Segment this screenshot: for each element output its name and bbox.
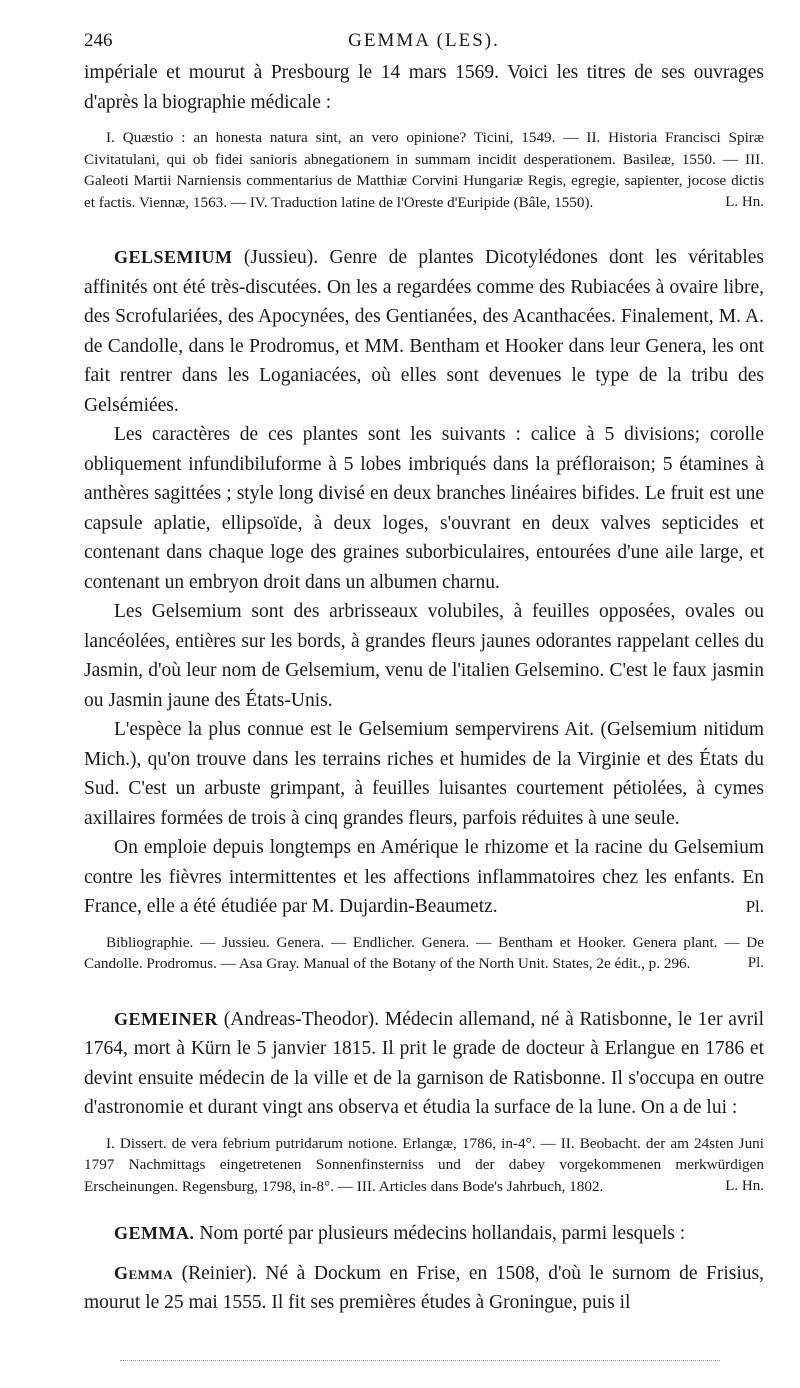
- document-page: [84, 30, 764, 1318]
- gelsemium-characters: Les caractères de ces plantes sont les suivants : calice à 5 divisions; corolle obliquement infundibiluforme à 5 lobes imbriqués dans la préfloraison; 5 étamines à anthères sagittées ; style long divisé en deux branches linéaires bifides. Le fruit est une capsule aplatie, ellipsoïde, à deux loges, s'ouvrant en deux valves septicides et contenant dans chaque loge des graines suborbiculaires, entourées d'une aile large, et contenant un embryon droit dans un albumen charnu.: [84, 424, 764, 593]
- running-title: GEMMA (LES).: [348, 30, 500, 51]
- gelsemium-description: Les Gelsemium sont des arbrisseaux volubiles, à feuilles opposées, ovales ou lancéolées, entières sur les bords, à grandes fleurs jaunes odorantes rappelant celles du Jasmin, d'où leur nom de Gelsemium, venu de l'italien Gelsemino. C'est le faux jasmin ou Jasmin jaune des États-Unis.: [84, 601, 764, 711]
- gemma-reinier-text: (Reinier). Né à Dockum en Frise, en 1508, d'où le surnom de Frisius, mourut le 25 mai 1555. Il fit ses premières études à Groningue, puis il: [84, 1262, 764, 1313]
- gelsemium-uses: [84, 833, 764, 922]
- intro-paragraph: impériale et mourut à Presbourg le 14 mars 1569. Voici les titres de ses ouvrages d'après la biographie médicale :: [84, 62, 764, 113]
- gemma-bibliography: [84, 127, 764, 213]
- headword-gemma: GEMMA.: [114, 1223, 195, 1243]
- gelsemium-bibliography: [84, 932, 764, 975]
- gemma-reinier-entry: [84, 1259, 764, 1318]
- gemma-text: Nom porté par plusieurs médecins hollandais, parmi lesquels :: [199, 1223, 686, 1244]
- headword-gelsemium: GELSEMIUM: [114, 247, 233, 267]
- page-number: 246: [84, 30, 113, 51]
- gemma-bibliography-text: I. Quæstio : an honesta natura sint, an vero opinione? Ticini, 1549. — II. Historia Francisci Spiræ Civitatulani, qui ob fidei sanioris abnegationem in summam incidit desperationem. Basileæ, 1550. — III. Galeoti Martii Narniensis commentarius de Matthiæ Corvini Hungariæ Regis, egregie, sapienter, jocose dictis et factis. Viennæ, 1563. — IV. Traduction latine de l'Oreste d'Euripide (Bâle, 1550).: [84, 129, 764, 211]
- signature-gelsemium-2: Pl.: [747, 955, 764, 971]
- gelsemium-text-1: (Jussieu). Genre de plantes Dicotylédones dont les véritables affinités ont été très-discutées. On les a regardées comme des Rubiacées à ovaire libre, des Scrofulariées, des Apocynées, des Gentianées, des Acanthacées. Finalement, M. A. de Candolle, dans le Prodromus, et MM. Bentham et Hooker dans leur Genera, les ont fait rentrer dans les Loganiacées, où elles sont devenues le type de la tribu des Gelsémiées.: [84, 247, 764, 416]
- running-header: [84, 30, 764, 58]
- gemma-entry: [84, 1219, 764, 1249]
- gemeiner-entry: [84, 1005, 764, 1123]
- gelsemium-entry: [84, 243, 764, 420]
- gemeiner-bibliography: [84, 1133, 764, 1198]
- signature-gelsemium-1: Pl.: [745, 897, 764, 916]
- headword-gemma-reinier: Gemma: [114, 1262, 174, 1283]
- signature-gemeiner: L. Hn.: [725, 1177, 764, 1194]
- headword-gemeiner: GEMEINER: [114, 1008, 219, 1029]
- signature-gemma: L. Hn.: [725, 193, 764, 210]
- gelsemium-bibliography-text: Bibliographie. — Jussieu. Genera. — Endlicher. Genera. — Bentham et Hooker. Genera plant. — De Candolle. Prodromus. — Asa Gray. Manual of the Botany of the North Unit. States, 2e édit., p. 296.: [84, 933, 764, 972]
- gemeiner-bibliography-text: I. Dissert. de vera febrium putridarum notione. Erlangæ, 1786, in-4°. — II. Beobacht. der am 24sten Juni 1797 Nachmittags eingetretenen Sonnenfinsterniss und der dabey vorgekommenen merkwürdigen Erscheinungen. Regensburg, 1798, in-8°. — III. Articles dans Bode's Jahrbuch, 1802.: [84, 1134, 764, 1195]
- gelsemium-uses-text: On emploie depuis longtemps en Amérique le rhizome et la racine du Gelsemium contre les fièvres intermittentes et les affections inflammatoires chez les enfants. En France, elle a été étudiée par M. Dujardin-Beaumetz.: [84, 837, 764, 917]
- gelsemium-species: L'espèce la plus connue est le Gelsemium sempervirens Ait. (Gelsemium nitidum Mich.), qu'on trouve dans les terrains riches et humides de la Virginie et des États du Sud. C'est un arbuste grimpant, à feuilles luisantes courtement pétiolées, à cymes axillaires formées de trois à cinq grandes fleurs, parfois réduites à une seule.: [84, 719, 764, 829]
- page-bottom-rule: [120, 1360, 720, 1361]
- gemeiner-text: (Andreas-Theodor). Médecin allemand, né à Ratisbonne, le 1er avril 1764, mort à Kürn le 5 janvier 1815. Il prit le grade de docteur à Erlangue en 1786 et devint ensuite médecin de la ville et de la garnison de Ratisbonne. Il s'occupa en outre d'astronomie et durant vingt ans observa et étudia la surface de la lune. On a de lui :: [84, 1008, 765, 1118]
